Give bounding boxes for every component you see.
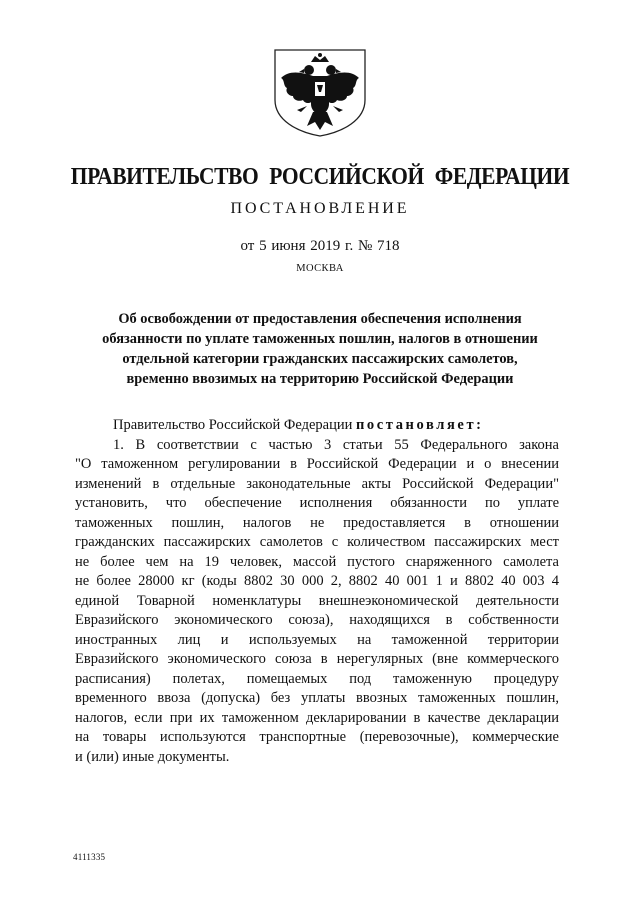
body-line: "О таможенном регулировании в Российской Федерации и о внесении (75, 456, 559, 472)
body-intro-action: постановляет: (355, 417, 484, 433)
document-subject (60, 309, 580, 389)
document-city: МОСКВА (296, 263, 344, 274)
body-intro (75, 416, 559, 436)
coat-of-arms-icon (271, 48, 369, 138)
body-line: и (или) иные документы. (75, 748, 230, 765)
document-code: 4111335 (73, 852, 106, 862)
body-line: 1. В соответствии с частью 3 статьи 55 Федерального закона (113, 436, 559, 453)
body-line: гражданских пассажирских самолетов с количеством пассажирских мест (75, 534, 559, 550)
body-line: на товары используются транспортные (перевозочные), коммерческие (75, 729, 559, 745)
government-title: ПРАВИТЕЛЬСТВО РОССИЙСКОЙ ФЕДЕРАЦИИ (70, 162, 570, 190)
body-line: налогов, если при их таможенном декларировании в качестве декларации (75, 709, 559, 726)
subject-line: Об освобождении от предоставления обеспечения исполнения (118, 311, 522, 327)
document-type: ПОСТАНОВЛЕНИЕ (230, 200, 410, 217)
body-line: единой Товарной номенклатуры внешнеэкономической деятельности (75, 592, 559, 609)
body-line: таможенных пошлин, налогов не предоставляется в отношении (75, 514, 559, 531)
body-line: не более чем на 19 человек, массой пустого снаряженного самолета (75, 553, 559, 570)
body-line: иностранных лиц и используемых на таможенной территории (75, 631, 559, 648)
body-line: временного ввоза (допуска) без уплаты ввозных таможенных пошлин, (75, 690, 559, 706)
document-body (75, 416, 559, 767)
body-line: Евразийского экономического союза), находящихся в собственности (75, 612, 559, 628)
body-line: не более 28000 кг (коды 8802 30 000 2, 8802 40 001 1 и 8802 40 003 4 (75, 573, 559, 589)
body-line: установить, что обеспечение исполнения обязанности по уплате (75, 495, 559, 511)
body-line: изменений в отдельные законодательные акты Российской Федерации" (75, 475, 559, 492)
body-intro-text: Правительство Российской Федерации (113, 417, 356, 433)
subject-line: обязанности по уплате таможенных пошлин, налогов в отношении (102, 331, 538, 347)
document-date-number: от 5 июня 2019 г. № 718 (240, 238, 400, 254)
body-line: расписания) полетах, помещаемых под таможенную процедуру (75, 670, 559, 687)
subject-line: отдельной категории гражданских пассажирских самолетов, (122, 351, 518, 367)
subject-line: временно ввозимых на территорию Российской Федерации (126, 371, 514, 387)
body-line: Евразийского экономического союза в нерегулярных (вне коммерческого (75, 651, 559, 667)
